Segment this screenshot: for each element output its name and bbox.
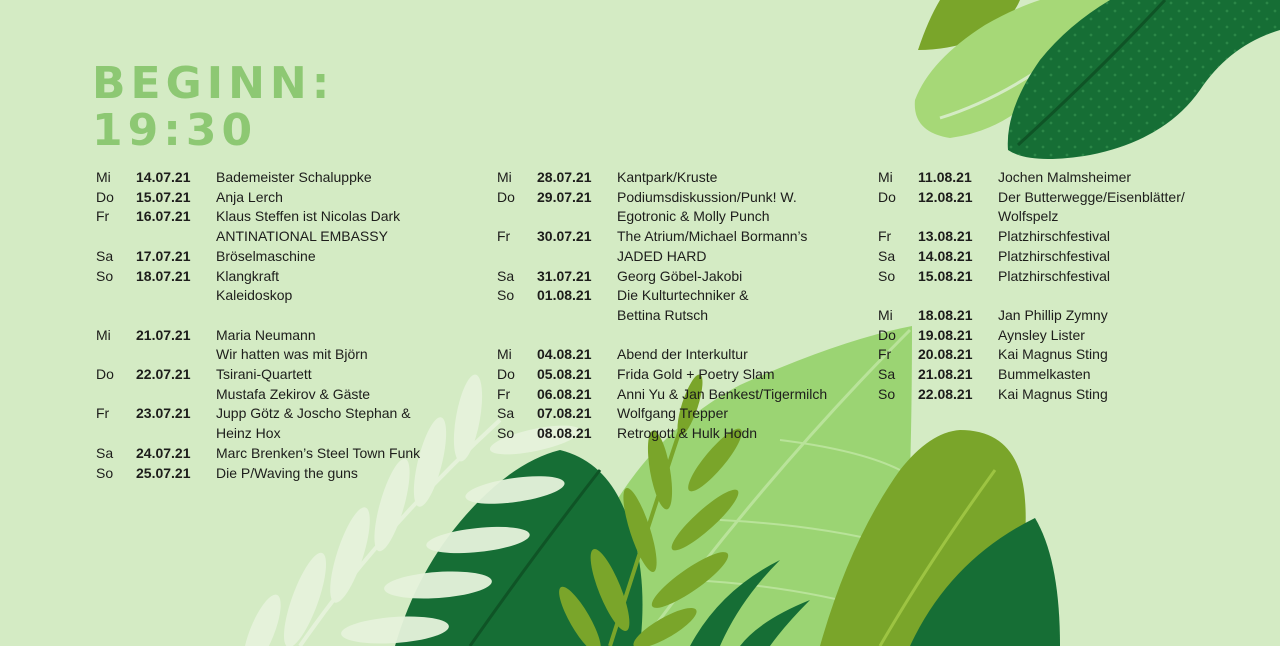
week-group bbox=[96, 326, 476, 484]
event-row bbox=[878, 188, 1238, 227]
event-title bbox=[617, 168, 867, 188]
event-row bbox=[878, 227, 1238, 247]
event-weekday: Fr bbox=[96, 405, 110, 422]
event-row bbox=[96, 464, 476, 484]
schedule-column bbox=[497, 168, 867, 444]
event-date: 16.07.21 bbox=[136, 208, 191, 225]
event-weekday: Fr bbox=[96, 208, 110, 225]
event-date: 01.08.21 bbox=[537, 287, 592, 304]
event-row bbox=[497, 188, 867, 227]
event-weekday: Sa bbox=[878, 247, 896, 264]
event-date: 31.07.21 bbox=[537, 267, 592, 284]
event-title-line: Frida Gold + Poetry Slam bbox=[617, 366, 775, 383]
schedule-column bbox=[878, 168, 1238, 404]
event-row bbox=[96, 247, 476, 267]
event-date: 19.08.21 bbox=[918, 326, 973, 343]
event-date: 23.07.21 bbox=[136, 405, 191, 422]
event-date: 15.07.21 bbox=[136, 188, 191, 205]
event-title-line: Wolfspelz bbox=[998, 208, 1059, 225]
heading-time: 19:30 bbox=[92, 105, 258, 156]
event-title-line: Kaleidoskop bbox=[216, 287, 293, 304]
event-title bbox=[998, 326, 1238, 346]
event-title bbox=[998, 306, 1238, 326]
week-group bbox=[878, 306, 1238, 405]
event-row bbox=[878, 345, 1238, 365]
event-date: 06.08.21 bbox=[537, 385, 592, 402]
event-title-line: Jupp Götz & Joscho Stephan & bbox=[216, 405, 411, 422]
event-weekday: Do bbox=[878, 326, 896, 343]
event-title-line: Bummelkasten bbox=[998, 366, 1091, 383]
event-date: 12.08.21 bbox=[918, 188, 973, 205]
event-title-line: Platzhirschfestival bbox=[998, 247, 1111, 264]
event-date: 13.08.21 bbox=[918, 228, 973, 245]
event-weekday: Sa bbox=[96, 247, 114, 264]
event-row bbox=[497, 267, 867, 287]
event-title-line: The Atrium/Michael Bormann’s bbox=[617, 228, 808, 245]
event-weekday: Mi bbox=[497, 346, 512, 363]
event-date: 18.07.21 bbox=[136, 267, 191, 284]
event-title-line: Die Kulturtechniker & bbox=[617, 287, 749, 304]
event-title-line: Marc Brenken’s Steel Town Funk bbox=[216, 444, 421, 461]
event-weekday: So bbox=[497, 287, 515, 304]
event-title-line: JADED HARD bbox=[617, 247, 707, 264]
event-title-line: Die P/Waving the guns bbox=[216, 464, 358, 481]
event-row bbox=[497, 365, 867, 385]
event-title-line: Der Butterwegge/Eisenblätter/ bbox=[998, 188, 1185, 205]
event-title bbox=[998, 385, 1238, 405]
event-title bbox=[617, 424, 867, 444]
event-row bbox=[497, 168, 867, 188]
event-weekday: Fr bbox=[497, 385, 511, 402]
event-row bbox=[878, 385, 1238, 405]
event-title bbox=[617, 267, 867, 287]
event-row bbox=[497, 345, 867, 365]
event-row bbox=[878, 365, 1238, 385]
event-date: 18.08.21 bbox=[918, 306, 973, 323]
heading-label: BEGINN: bbox=[92, 58, 335, 109]
event-row bbox=[878, 247, 1238, 267]
event-weekday: Sa bbox=[96, 444, 114, 461]
event-title bbox=[617, 286, 867, 325]
event-date: 11.08.21 bbox=[918, 169, 972, 185]
week-group bbox=[96, 168, 476, 306]
event-row bbox=[96, 326, 476, 365]
event-title-line: Egotronic & Molly Punch bbox=[617, 208, 770, 225]
event-row bbox=[497, 404, 867, 424]
event-row bbox=[96, 188, 476, 208]
event-row bbox=[497, 385, 867, 405]
event-row bbox=[497, 227, 867, 266]
event-title-line: Kantpark/Kruste bbox=[617, 169, 718, 185]
event-weekday: Sa bbox=[497, 405, 515, 422]
event-date: 07.08.21 bbox=[537, 405, 592, 422]
event-row bbox=[878, 326, 1238, 346]
event-title bbox=[998, 188, 1238, 227]
event-weekday: Mi bbox=[878, 169, 893, 185]
event-title-line: Kai Magnus Sting bbox=[998, 385, 1108, 402]
event-title-line: Mustafa Zekirov & Gäste bbox=[216, 385, 371, 402]
event-title-line: Bettina Rutsch bbox=[617, 306, 709, 323]
event-date: 14.08.21 bbox=[918, 247, 973, 264]
event-row bbox=[878, 267, 1238, 287]
event-weekday: Sa bbox=[878, 366, 896, 383]
event-date: 08.08.21 bbox=[537, 425, 592, 442]
event-title bbox=[216, 404, 476, 443]
event-title bbox=[617, 385, 867, 405]
event-weekday: Mi bbox=[96, 326, 111, 343]
event-title-line: Maria Neumann bbox=[216, 326, 316, 343]
event-title-line: Anja Lerch bbox=[216, 188, 283, 205]
event-title bbox=[617, 227, 867, 266]
event-title-line: Kai Magnus Sting bbox=[998, 346, 1108, 363]
top-leaf-cluster bbox=[915, 0, 1280, 159]
event-weekday: Do bbox=[96, 366, 114, 383]
event-weekday: Fr bbox=[497, 228, 511, 245]
event-title-line: Wolfgang Trepper bbox=[617, 405, 729, 422]
event-row bbox=[96, 444, 476, 464]
event-title bbox=[617, 365, 867, 385]
event-title-line: Jochen Malmsheimer bbox=[998, 169, 1132, 185]
event-title-line: Podiumsdiskussion/Punk! W. bbox=[617, 188, 797, 205]
week-group bbox=[497, 345, 867, 444]
event-date: 29.07.21 bbox=[537, 188, 592, 205]
event-title bbox=[617, 345, 867, 365]
event-weekday: Sa bbox=[497, 267, 515, 284]
event-title bbox=[617, 188, 867, 227]
event-date: 15.08.21 bbox=[918, 267, 973, 284]
event-date: 28.07.21 bbox=[537, 169, 592, 185]
event-weekday: So bbox=[497, 425, 515, 442]
start-time-heading bbox=[92, 60, 334, 154]
event-title-line: Bröselmaschine bbox=[216, 247, 316, 264]
event-row bbox=[96, 168, 476, 188]
event-row bbox=[878, 168, 1238, 188]
event-row bbox=[96, 267, 476, 306]
event-title bbox=[216, 207, 476, 246]
event-date: 22.08.21 bbox=[918, 385, 973, 402]
event-title-line: Georg Göbel-Jakobi bbox=[617, 267, 743, 284]
event-title-line: Wir hatten was mit Björn bbox=[216, 346, 368, 363]
event-weekday: Mi bbox=[497, 169, 512, 185]
event-date: 21.07.21 bbox=[136, 326, 191, 343]
event-weekday: Do bbox=[96, 188, 114, 205]
event-row bbox=[878, 306, 1238, 326]
event-title bbox=[216, 168, 476, 188]
event-weekday: Fr bbox=[878, 228, 892, 245]
event-title-line: Anni Yu & Jan Benkest/Tigermilch bbox=[617, 385, 828, 402]
event-title bbox=[216, 247, 476, 267]
event-date: 21.08.21 bbox=[918, 366, 973, 383]
event-weekday: So bbox=[96, 267, 114, 284]
event-title bbox=[998, 345, 1238, 365]
event-title-line: Bademeister Schaluppke bbox=[216, 169, 372, 185]
event-title-line: ANTINATIONAL EMBASSY bbox=[216, 228, 388, 245]
event-weekday: Fr bbox=[878, 346, 892, 363]
event-title-line: Klaus Steffen ist Nicolas Dark bbox=[216, 208, 401, 225]
event-row bbox=[96, 404, 476, 443]
schedule-column bbox=[96, 168, 476, 483]
event-title-line: Abend der Interkultur bbox=[617, 346, 748, 363]
event-title bbox=[216, 188, 476, 208]
event-title-line: Tsirani-Quartett bbox=[216, 366, 312, 383]
event-title bbox=[998, 267, 1238, 287]
event-row bbox=[96, 365, 476, 404]
event-date: 25.07.21 bbox=[136, 464, 191, 481]
event-date: 20.08.21 bbox=[918, 346, 973, 363]
event-title bbox=[617, 404, 867, 424]
event-date: 17.07.21 bbox=[136, 247, 191, 264]
event-row bbox=[497, 286, 867, 325]
event-weekday: So bbox=[878, 267, 896, 284]
event-title-line: Platzhirschfestival bbox=[998, 267, 1111, 284]
event-weekday: Do bbox=[497, 188, 515, 205]
event-title-line: Klangkraft bbox=[216, 267, 280, 284]
event-title bbox=[216, 365, 476, 404]
event-date: 14.07.21 bbox=[136, 169, 191, 185]
event-title bbox=[216, 326, 476, 365]
event-title bbox=[998, 168, 1238, 188]
event-title bbox=[998, 365, 1238, 385]
event-date: 22.07.21 bbox=[136, 366, 191, 383]
event-row bbox=[497, 424, 867, 444]
event-title bbox=[998, 227, 1238, 247]
event-weekday: So bbox=[878, 385, 896, 402]
week-group bbox=[497, 168, 867, 326]
event-row bbox=[96, 207, 476, 246]
event-title-line: Retrogott & Hulk Hodn bbox=[617, 425, 758, 442]
event-title bbox=[216, 267, 476, 306]
event-weekday: So bbox=[96, 464, 114, 481]
event-date: 24.07.21 bbox=[136, 444, 191, 461]
event-weekday: Do bbox=[878, 188, 896, 205]
week-group bbox=[878, 168, 1238, 286]
event-weekday: Mi bbox=[96, 169, 111, 185]
event-date: 04.08.21 bbox=[537, 346, 592, 363]
event-title bbox=[998, 247, 1238, 267]
event-title-line: Jan Phillip Zymny bbox=[998, 306, 1108, 323]
event-date: 30.07.21 bbox=[537, 228, 592, 245]
event-date: 05.08.21 bbox=[537, 366, 592, 383]
event-weekday: Do bbox=[497, 366, 515, 383]
event-weekday: Mi bbox=[878, 306, 893, 323]
event-title-line: Aynsley Lister bbox=[998, 326, 1085, 343]
event-title-line: Heinz Hox bbox=[216, 425, 281, 442]
event-title-line: Platzhirschfestival bbox=[998, 228, 1111, 245]
event-title bbox=[216, 464, 476, 484]
event-title bbox=[216, 444, 476, 464]
